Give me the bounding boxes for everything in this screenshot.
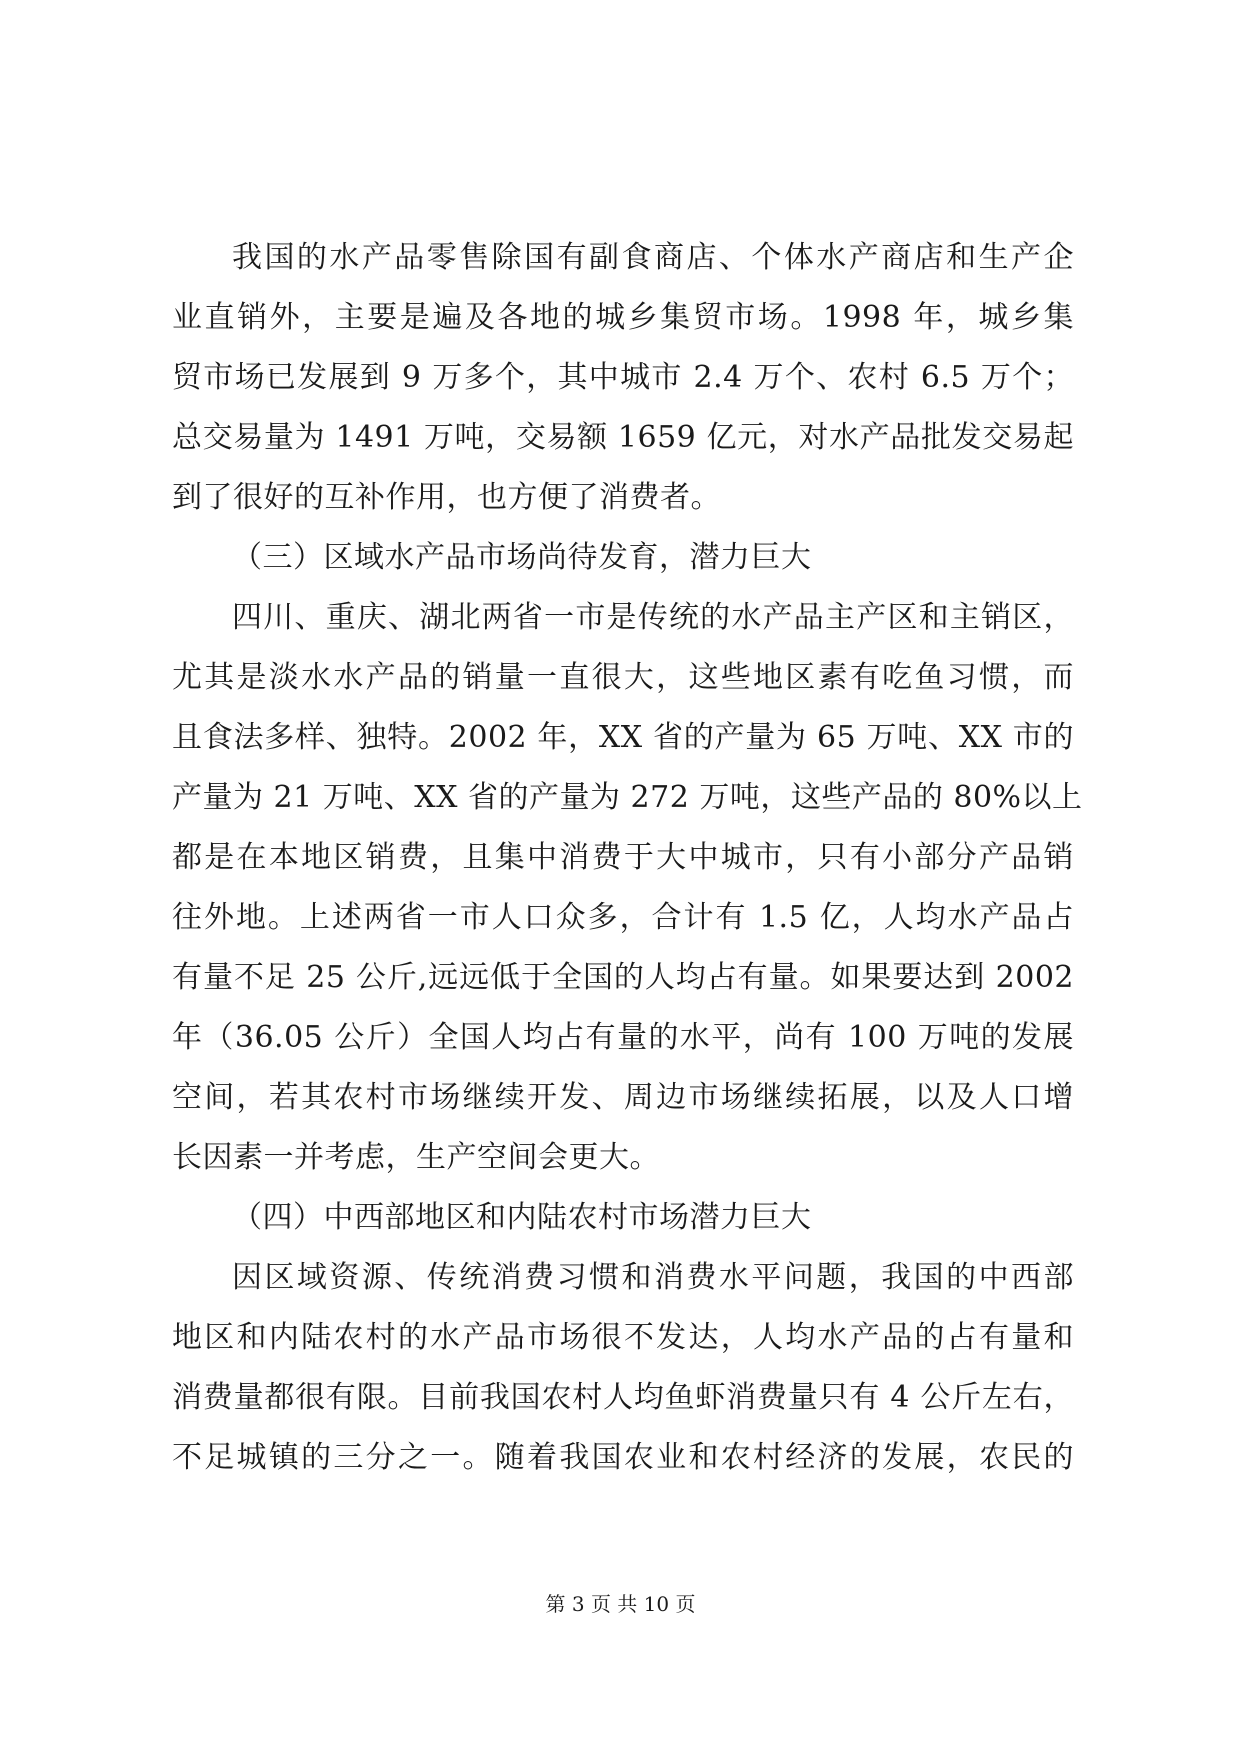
text-line: 因区域资源、传统消费习惯和消费水平问题，我国的中西部 [232,1260,1074,1295]
text-line: 业直销外，主要是遍及各地的城乡集贸市场。1998 年，城乡集 [172,300,1074,335]
body-text [172,228,1083,1488]
text-line: 到了很好的互补作用，也方便了消费者。 [172,480,721,515]
text-line: 尤其是淡水水产品的销量一直很大，这些地区素有吃鱼习惯，而 [172,660,1074,695]
text-line: 往外地。上述两省一市人口众多，合计有 1.5 亿，人均水产品占 [172,900,1074,935]
text-line: 我国的水产品零售除国有副食商店、个体水产商店和生产企 [232,240,1074,275]
text-line: 都是在本地区销费，且集中消费于大中城市，只有小部分产品销 [172,840,1074,875]
text-line: 不足城镇的三分之一。随着我国农业和农村经济的发展，农民的 [172,1440,1074,1475]
text-line: 长因素一并考虑，生产空间会更大。 [172,1140,660,1175]
text-line: 有量不足 25 公斤,远远低于全国的人均占有量。如果要达到 2002 [172,960,1074,995]
text-line: （三）区域水产品市场尚待发育，潜力巨大 [232,540,812,575]
text-line: 四川、重庆、湖北两省一市是传统的水产品主产区和主销区， [232,600,1074,635]
text-line: 空间，若其农村市场继续开发、周边市场继续拓展，以及人口增 [172,1080,1074,1115]
text-line: 消费量都很有限。目前我国农村人均鱼虾消费量只有 4 公斤左右， [172,1380,1074,1415]
text-line: 贸市场已发展到 9 万多个，其中城市 2.4 万个、农村 6.5 万个； [172,360,1074,395]
text-line: （四）中西部地区和内陆农村市场潜力巨大 [232,1200,812,1235]
text-line: 总交易量为 1491 万吨，交易额 1659 亿元，对水产品批发交易起 [172,420,1074,455]
text-line: 产量为 21 万吨、XX 省的产量为 272 万吨，这些产品的 80%以上 [172,780,1083,815]
page-footer: 第 3 页 共 10 页 [545,1592,696,1616]
text-line: 年（36.05 公斤）全国人均占有量的水平，尚有 100 万吨的发展 [172,1020,1074,1055]
text-line: 且食法多样、独特。2002 年，XX 省的产量为 65 万吨、XX 市的 [172,720,1074,755]
text-line: 地区和内陆农村的水产品市场很不发达，人均水产品的占有量和 [172,1320,1074,1355]
